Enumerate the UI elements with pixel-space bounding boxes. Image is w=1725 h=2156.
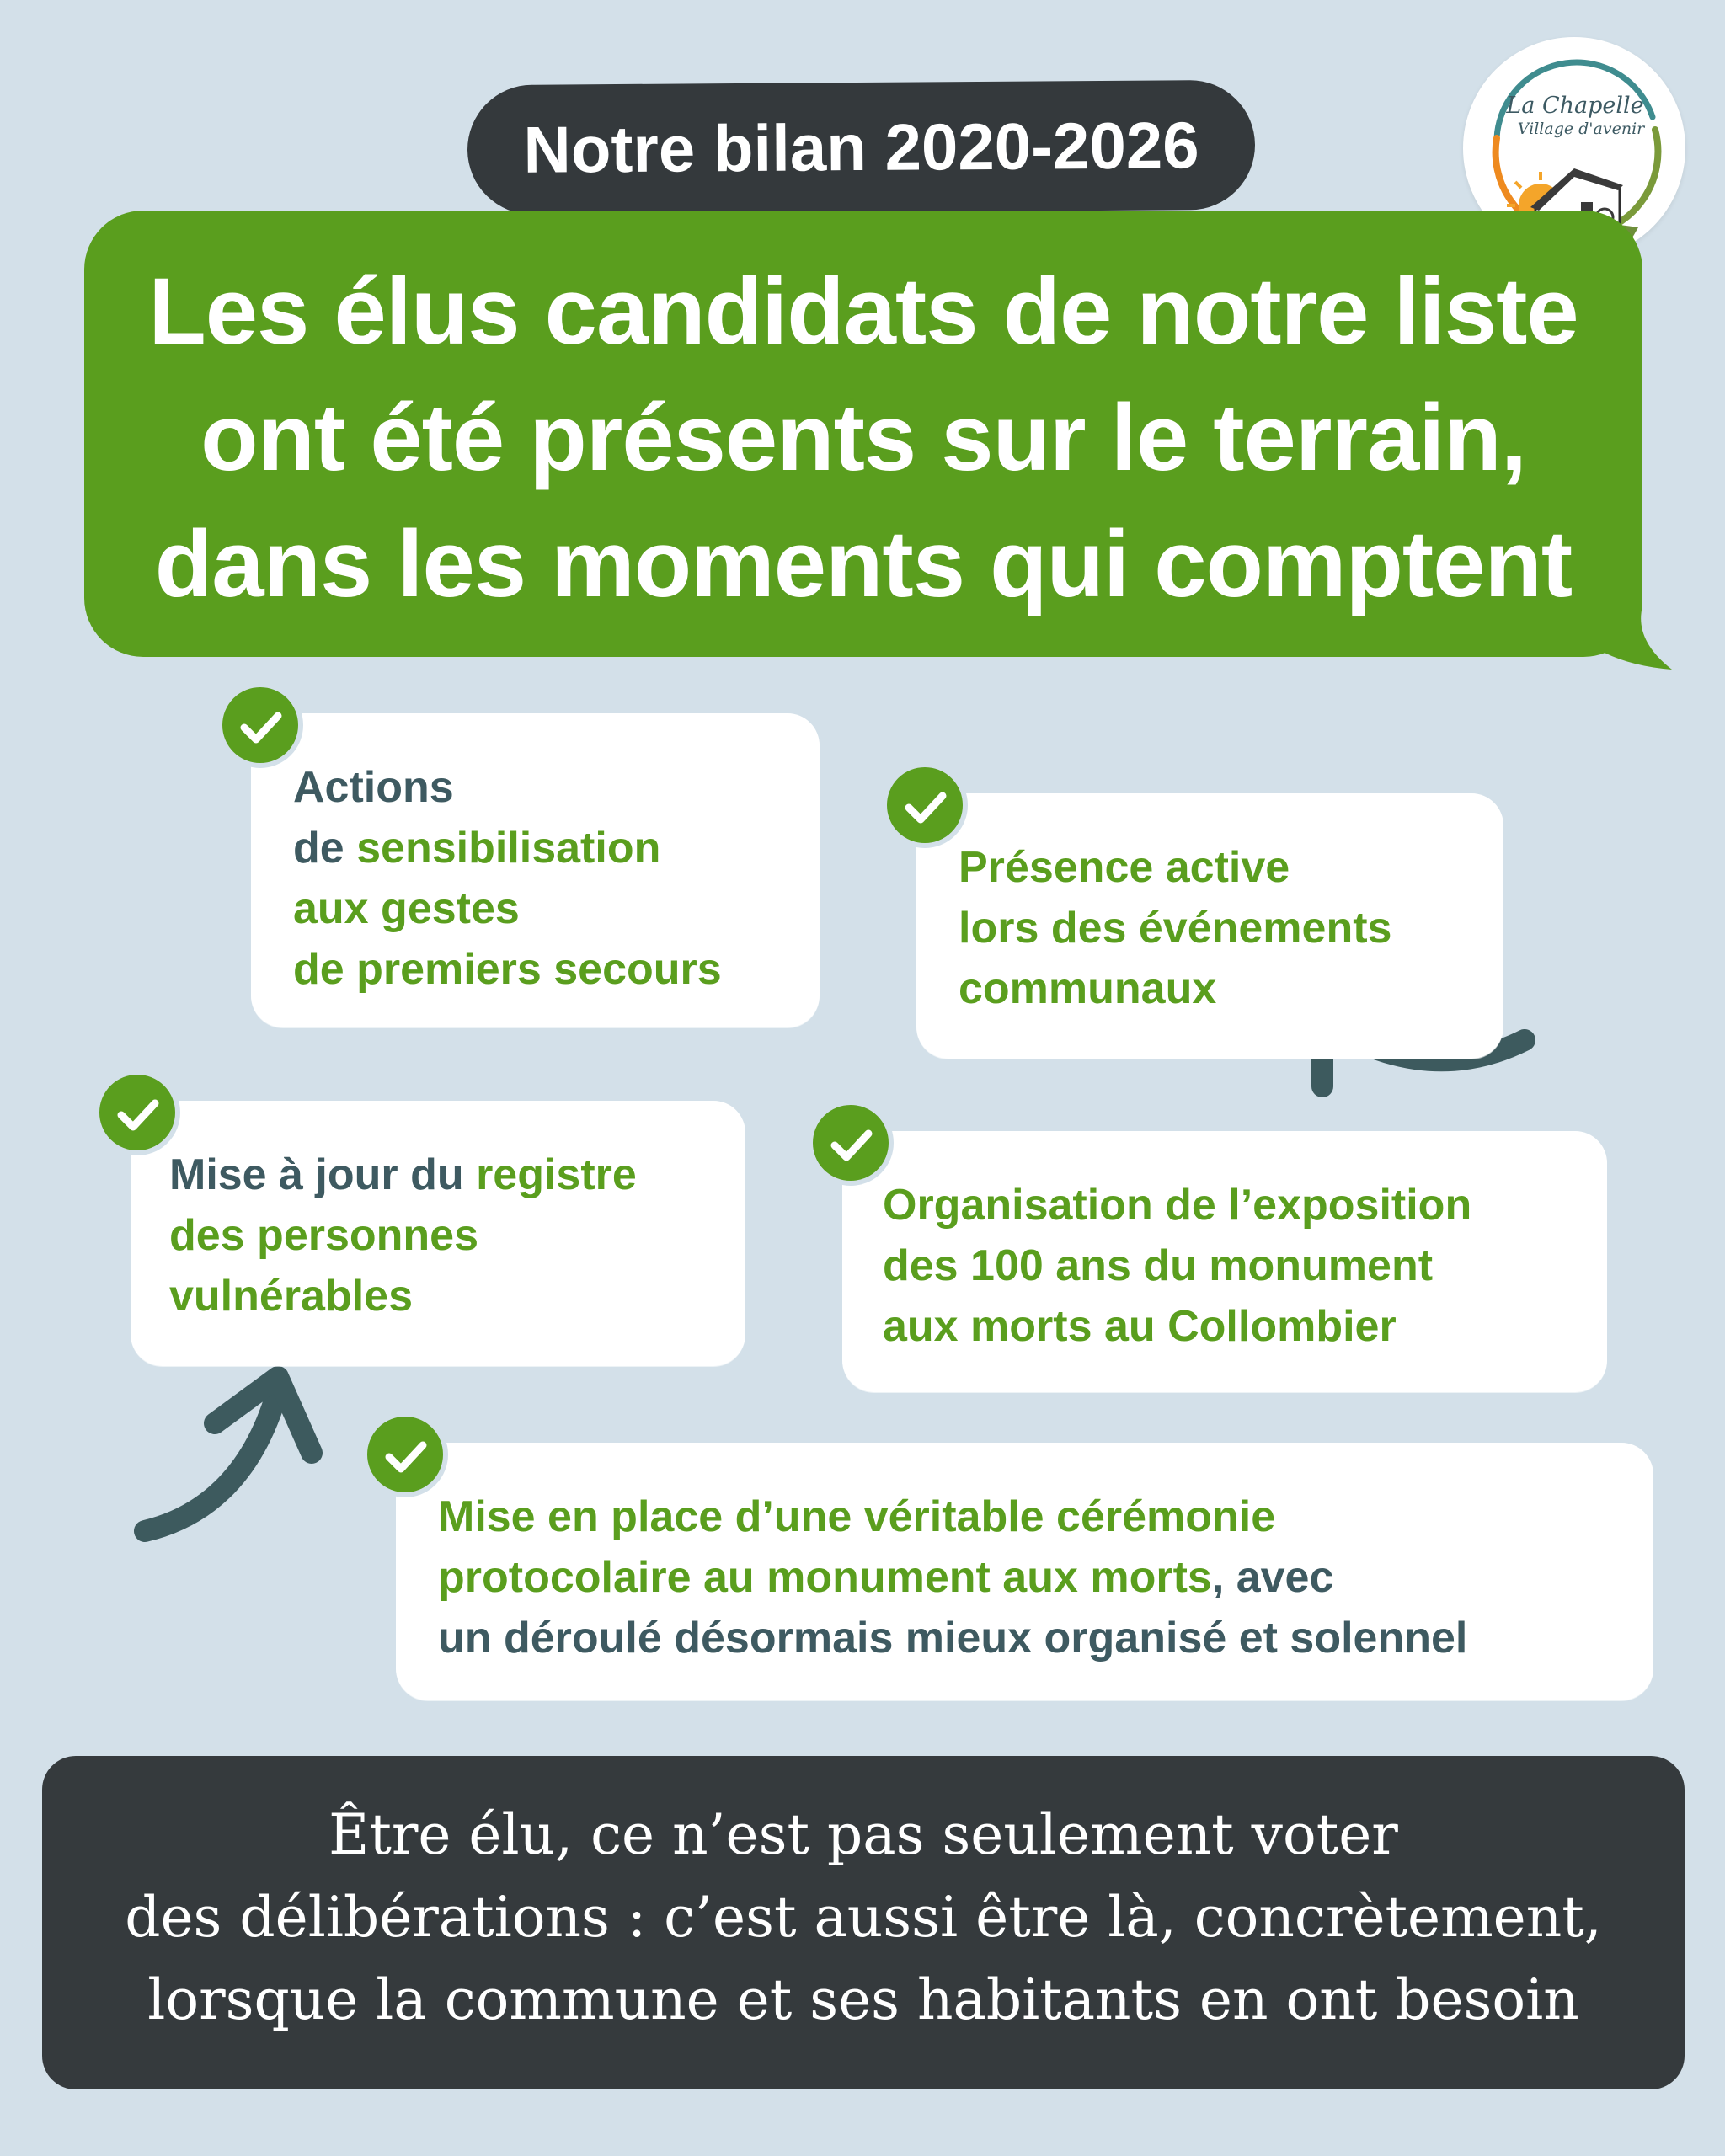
achievement-text bbox=[438, 1486, 1467, 1668]
achievement-text bbox=[293, 757, 722, 1000]
quote-line-1: Être élu, ce n’est pas seulement voter bbox=[328, 1802, 1398, 1867]
achievement-line: Mise en place d’une véritable cérémonie bbox=[438, 1492, 1276, 1541]
achievement-text bbox=[883, 1175, 1471, 1357]
headline-line-2: ont été présents sur le terrain, bbox=[200, 385, 1526, 490]
achievement-highlight: registre bbox=[476, 1150, 637, 1199]
logo-tagline: Village d'avenir bbox=[1517, 120, 1645, 138]
achievement-fragment: Mise à jour du bbox=[169, 1150, 477, 1199]
achievement-line bbox=[169, 1145, 637, 1205]
check-icon bbox=[362, 1412, 448, 1497]
logo-name: La Chapelle bbox=[1506, 93, 1644, 119]
achievement-line bbox=[438, 1547, 1467, 1608]
page-title: Notre bilan 2020-2026 bbox=[523, 107, 1199, 187]
quote-line-2: des délibérations : c’est aussi être là, concrètement, bbox=[125, 1885, 1602, 1950]
headline-line-3: dans les moments qui comptent bbox=[154, 511, 1573, 616]
achievement-card-exhibition bbox=[842, 1131, 1607, 1392]
check-icon bbox=[882, 762, 968, 848]
achievement-card-first-aid bbox=[251, 713, 820, 1027]
achievement-line: aux gestes bbox=[293, 884, 520, 933]
achievement-line: Actions bbox=[293, 763, 454, 812]
achievement-text bbox=[169, 1145, 637, 1326]
achievement-card-events bbox=[916, 793, 1503, 1059]
achievement-line: vulnérables bbox=[169, 1272, 414, 1321]
achievement-line: des personnes bbox=[169, 1211, 479, 1260]
achievement-line: lors des événements bbox=[959, 904, 1392, 953]
achievement-line: des 100 ans du monument bbox=[883, 1241, 1434, 1290]
achievement-highlight: protocolaire au monument aux morts bbox=[438, 1553, 1212, 1602]
achievement-line: aux morts au Collombier bbox=[883, 1302, 1397, 1351]
closing-quote bbox=[42, 1794, 1685, 2041]
check-icon bbox=[94, 1070, 180, 1155]
achievement-highlight: sensibilisation bbox=[356, 824, 661, 873]
check-icon bbox=[217, 682, 303, 768]
achievement-line: communaux bbox=[959, 964, 1217, 1013]
achievement-fragment: , avec bbox=[1211, 1553, 1334, 1602]
achievement-text bbox=[959, 837, 1391, 1019]
achievement-card-registry bbox=[131, 1101, 745, 1366]
quote-line-3: lorsque la commune et ses habitants en ont besoin bbox=[147, 1967, 1579, 2032]
achievement-line: Présence active bbox=[959, 843, 1290, 892]
achievement-line: Organisation de l’exposition bbox=[883, 1181, 1472, 1230]
achievement-card-ceremony bbox=[396, 1443, 1653, 1700]
headline-line-1: Les élus candidats de notre liste bbox=[148, 259, 1578, 364]
achievement-fragment: de bbox=[293, 824, 357, 873]
achievement-line: un déroulé désormais mieux organisé et solennel bbox=[438, 1614, 1468, 1662]
achievement-line bbox=[293, 818, 722, 878]
check-icon bbox=[808, 1100, 894, 1186]
achievement-line: de premiers secours bbox=[293, 945, 722, 994]
curved-arrow-icon bbox=[145, 1377, 312, 1531]
